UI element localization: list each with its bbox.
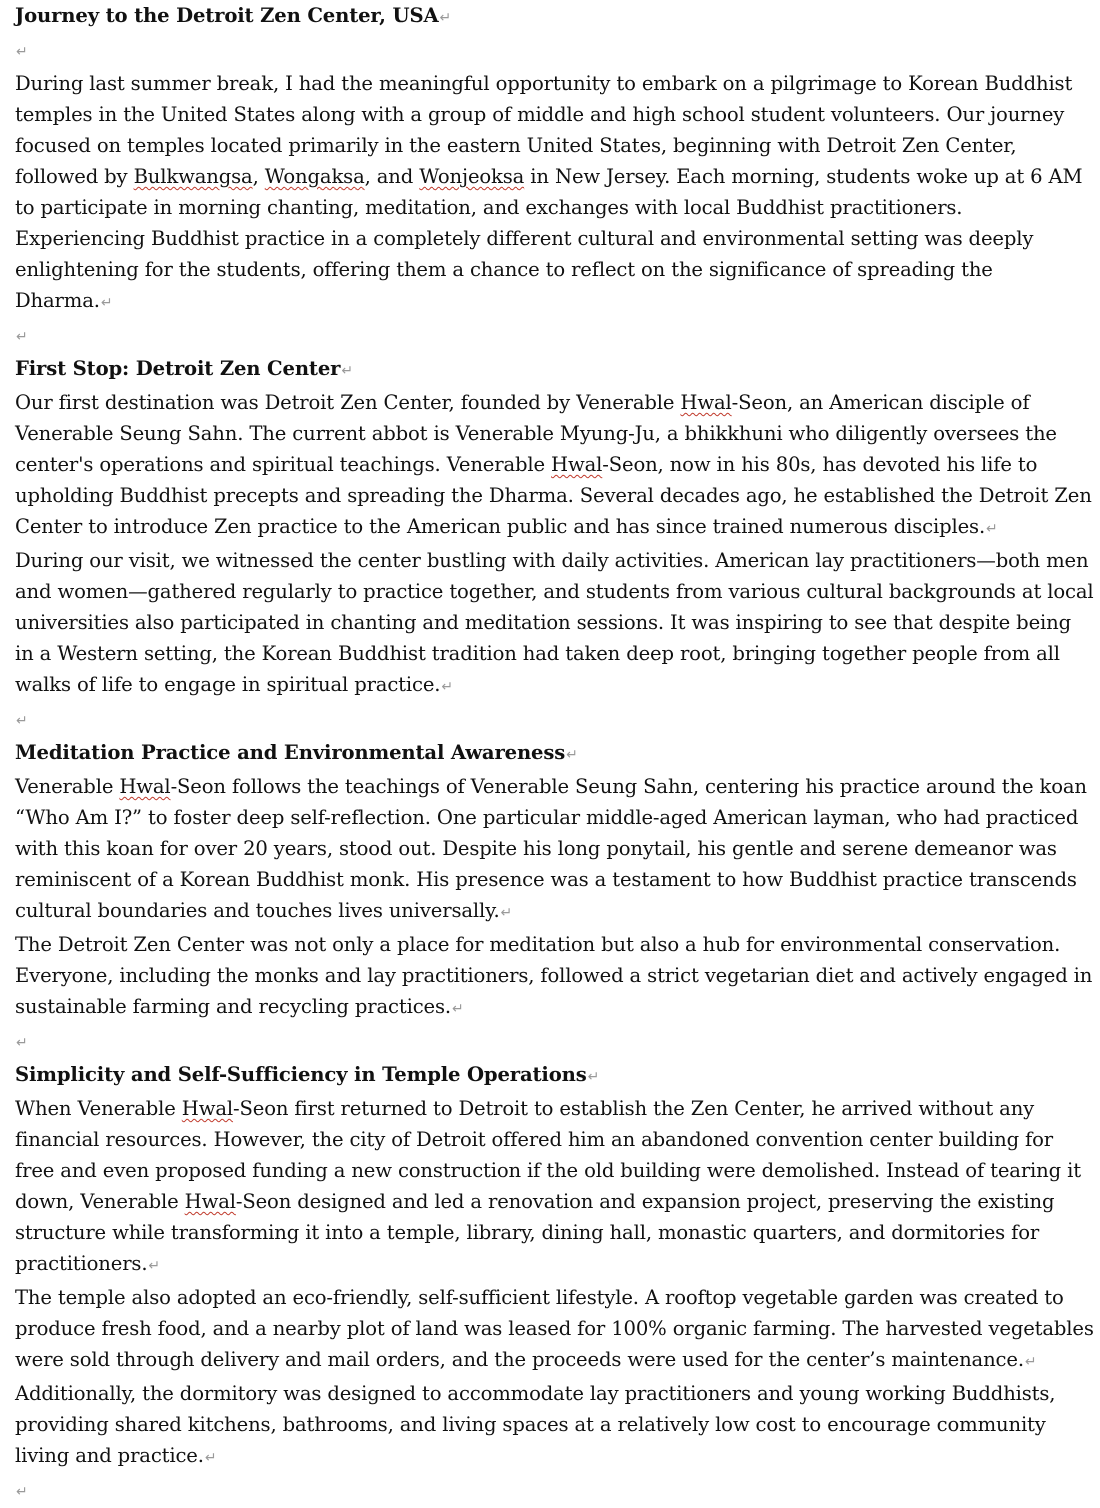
- empty-paragraph: [15, 34, 1095, 68]
- paragraph-mark-icon: [566, 747, 578, 763]
- document-title: [15, 0, 1095, 34]
- paragraph-mark-icon: [341, 363, 353, 379]
- spelling-flag-hwal[interactable]: Hwal: [184, 1190, 236, 1213]
- paragraph-text: Our first destination was Detroit Zen Center, founded by Venerable: [15, 391, 681, 414]
- paragraph-text: The temple also adopted an eco-friendly, self-sufficient lifestyle. A rooftop vegetable garden was created to produce fresh food, and a nearby plot of land was leased for 100% organic farming. The harvested vegetables were sold through delivery and mail orders, and the proceeds were used for the center’s maintenance.: [15, 1286, 1094, 1371]
- spelling-flag-hwal[interactable]: Hwal: [551, 453, 603, 476]
- spelling-flag-hwal[interactable]: Hwal: [181, 1097, 234, 1120]
- title-text: Journey to the Detroit Zen Center, USA: [15, 4, 439, 27]
- paragraph-text: -Seon, now in his 80s, has devoted his life to upholding Buddhist precepts and spreading the Dharma. Several decades ago, he established the Detroit Zen Center to introduce Zen practice to the American public and has since trained numerous disciples.: [15, 453, 1092, 538]
- intro-text-before: During last summer break, I had the meaningful opportunity to embark on a pilgrimage to Korean Buddhist temples in the United States along with a group of middle and high school student volunteers. Our journey focused on temples located primarily in the eastern United States, beginning with Detroit Zen Center, followed by: [15, 72, 1073, 188]
- body-paragraph: [15, 387, 1095, 545]
- heading-text: Meditation Practice and Environmental Awareness: [15, 741, 566, 764]
- empty-paragraph: [15, 1025, 1095, 1059]
- paragraph-text: Venerable: [15, 775, 120, 798]
- paragraph-mark-icon: [986, 521, 998, 537]
- body-paragraph: [15, 929, 1095, 1025]
- paragraph-mark-icon: [148, 1258, 160, 1274]
- intro-paragraph: [15, 68, 1095, 319]
- paragraph-text: -Seon designed and led a renovation and expansion project, preserving the existing structure while transforming it into a temple, library, dining hall, monastic quarters, and dormitories for practitioners.: [15, 1190, 1055, 1275]
- body-paragraph: [15, 1378, 1095, 1474]
- body-paragraph: [15, 1282, 1095, 1378]
- spelling-flag-hwal[interactable]: Hwal: [680, 391, 732, 414]
- paragraph-text: -Seon follows the teachings of Venerable Seung Sahn, centering his practice around the koan “Who Am I?” to foster deep self-reflection. One particular middle-aged American layman, who had practiced with this koan for over 20 years, stood out. Despite his long ponytail, his gentle and serene demeanor was reminiscent of a Korean Buddhist monk. His presence was a testament to how Buddhist practice transcends cultural boundaries and touches lives universally.: [15, 775, 1087, 922]
- paragraph-text: -Seon first returned to Detroit to establish the Zen Center, he arrived without any financial resources. However, the city of Detroit offered him an abandoned convention center building for free and even proposed funding a new construction if the old building were demolished. Instead of tearing it down, Venerable: [15, 1097, 1081, 1213]
- empty-paragraph: [15, 1474, 1095, 1508]
- heading-text: First Stop: Detroit Zen Center: [15, 357, 341, 380]
- intro-separator: , and: [364, 165, 420, 188]
- document-page[interactable]: [15, 0, 1095, 1508]
- paragraph-mark-icon: [205, 1450, 217, 1466]
- paragraph-text: When Venerable: [15, 1097, 182, 1120]
- paragraph-text: -Seon, an American disciple of Venerable Seung Sahn. The current abbot is Venerable Myung-Ju, a bhikkhuni who diligently oversees the center's operations and spiritual teachings. Venerable: [15, 391, 1057, 476]
- empty-paragraph: [15, 703, 1095, 737]
- intro-separator: ,: [252, 165, 265, 188]
- body-paragraph: [15, 771, 1095, 929]
- paragraph-mark-icon: [1025, 1354, 1037, 1370]
- paragraph-mark-icon: [441, 679, 453, 695]
- spelling-flag-bulkwangsa[interactable]: Bulkwangsa: [133, 165, 253, 188]
- paragraph-mark-icon: [16, 329, 28, 345]
- paragraph-mark-icon: [440, 10, 452, 26]
- spelling-flag-wongaksa[interactable]: Wongaksa: [264, 165, 365, 188]
- intro-text-after: in New Jersey. Each morning, students woke up at 6 AM to participate in morning chanting, meditation, and exchanges with local Buddhist practitioners. Experiencing Buddhist practice in a completely different cultural and environmental setting was deeply enlightening for the students, offering them a chance to reflect on the significance of spreading the Dharma.: [15, 165, 1083, 312]
- heading-text: Simplicity and Self-Sufficiency in Temple Operations: [15, 1063, 587, 1086]
- section-heading-simplicity: [15, 1059, 1095, 1093]
- section-heading-meditation: [15, 737, 1095, 771]
- paragraph-text: During our visit, we witnessed the center bustling with daily activities. American lay practitioners—both men and women—gathered regularly to practice together, and students from various cultural backgrounds at local universities also participated in chanting and meditation sessions. It was inspiring to see that despite being in a Western setting, the Korean Buddhist tradition had taken deep root, bringing together people from all walks of life to engage in spiritual practice.: [15, 549, 1094, 696]
- paragraph-text: Additionally, the dormitory was designed to accommodate lay practitioners and young working Buddhists, providing shared kitchens, bathrooms, and living spaces at a relatively low cost to encourage community living and practice.: [15, 1382, 1056, 1467]
- paragraph-mark-icon: [16, 44, 28, 60]
- paragraph-mark-icon: [501, 905, 513, 921]
- paragraph-mark-icon: [588, 1069, 600, 1085]
- body-paragraph: [15, 545, 1095, 703]
- paragraph-text: The Detroit Zen Center was not only a place for meditation but also a hub for environmental conservation. Everyone, including the monks and lay practitioners, followed a strict vegetarian diet and actively engaged in sustainable farming and recycling practices.: [15, 933, 1093, 1018]
- paragraph-mark-icon: [452, 1001, 464, 1017]
- paragraph-mark-icon: [16, 1484, 28, 1500]
- paragraph-mark-icon: [101, 295, 113, 311]
- section-heading-first-stop: [15, 353, 1095, 387]
- body-paragraph: [15, 1093, 1095, 1282]
- spelling-flag-hwal[interactable]: Hwal: [119, 775, 171, 798]
- paragraph-mark-icon: [16, 713, 28, 729]
- spelling-flag-wonjeoksa[interactable]: Wonjeoksa: [419, 165, 525, 188]
- paragraph-mark-icon: [16, 1035, 28, 1051]
- empty-paragraph: [15, 319, 1095, 353]
